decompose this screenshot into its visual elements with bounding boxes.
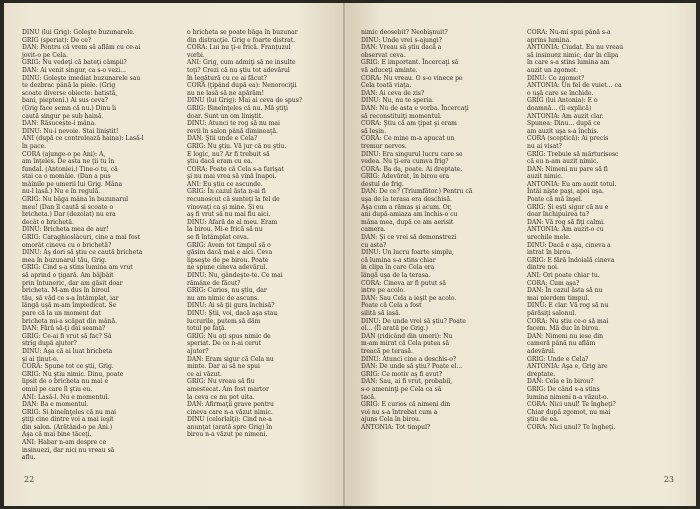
text-line: anunţat (arată spre Grig) în xyxy=(187,423,273,431)
text-line: DAN: În cazul ăsta să nu xyxy=(527,287,603,295)
text-line: destul de frig. xyxy=(361,180,404,188)
text-line: o uşă care se închide. xyxy=(527,89,594,97)
text-line: DAN: Nu de asta e vorba. Încercaţi xyxy=(361,104,469,112)
text-line: GRIG: Caraghioslâcuri, cine a mai fost xyxy=(22,234,141,242)
text-line: ajutor? xyxy=(187,347,209,355)
text-line: urechile mele. xyxy=(527,234,571,242)
text-line: amestecat. Am fost martor xyxy=(187,385,269,393)
text-line: Cela toată viaţa. xyxy=(361,82,412,90)
text-line: nu am nimic de ascuns. xyxy=(187,294,260,302)
text-line: decât o brichetă. xyxy=(22,218,74,226)
text-line: mâna mea, după ce am aerisit xyxy=(361,218,454,226)
left-page-column-2 xyxy=(187,29,337,449)
text-line: Aşa cum a rămas şi acum. Or, xyxy=(361,203,452,211)
text-line: fundal. (Antoniei.) Tine-o tu, că xyxy=(22,165,118,173)
text-line: facem. Mă duc în birou. xyxy=(527,325,601,333)
text-line: lângă uşa de la terasa. xyxy=(361,272,431,279)
text-line: DAN: Vreau să ştiu dacă a xyxy=(361,44,442,52)
text-line: bani, piepteni.) Ai sus ceva? xyxy=(22,97,108,105)
text-line: GRIG: Ce-ai fi vrut să fac? Să xyxy=(22,332,112,340)
text-line: lipseşte de pe birou. Poate xyxy=(187,256,269,264)
text-line: te dezbrac până la piele. (Grig xyxy=(22,82,116,90)
text-line: caută singur pe sub haină. xyxy=(22,112,104,120)
text-line: vinovaţi ca şi mine. Şi eu xyxy=(187,203,264,211)
left-page xyxy=(4,3,347,506)
text-line: ANI (după ce controlează haina): Lasă-l xyxy=(22,135,144,143)
text-line: aprins lumina. xyxy=(527,36,572,44)
text-line: CORA: Nu ştiu ce-o să mai xyxy=(527,317,609,325)
text-line: DINU: Goleşte imediat buzunarele sau xyxy=(22,74,141,82)
text-line: tău, să văd ce s-a întâmplat, iar xyxy=(22,294,119,302)
text-line: uşa de la terasa era deschisă. xyxy=(361,196,452,204)
text-line: CORA: Cineva ar fi putut să xyxy=(361,279,446,287)
text-line: camera. xyxy=(361,226,386,234)
text-line: DAN (ridicând din umeri): Nu xyxy=(361,332,453,340)
text-line: GRIG: Si bineînţeles că nu mai xyxy=(22,408,117,416)
text-line: GRIG: Nu vedeţi că bateţi câmpii? xyxy=(22,59,127,67)
text-line: doamnă... (îi explică) xyxy=(527,104,592,112)
text-line: DAN: Cela e în birou? xyxy=(527,378,594,386)
text-line: tacă. xyxy=(361,393,376,401)
text-line: doar. Sunt un om liniştit. xyxy=(187,112,263,120)
text-line: CORA: Nu-mi spui până s-a xyxy=(527,29,611,36)
text-line: lângă uşă m-am împiedicat. Se xyxy=(22,302,117,310)
text-line: voi nu s-a întrebat cum a xyxy=(361,408,438,416)
text-line: vedea. Nu ţi-era cumva frig? xyxy=(361,158,449,166)
text-line: DINU: Ce zgomot? xyxy=(527,74,585,82)
text-line: nimic deosebit? Neobişnuit? xyxy=(361,29,448,36)
text-line: DINU: Atunci te rog să nu mai xyxy=(187,120,280,128)
text-line: lipsit de o bricheta nu mai e xyxy=(22,378,109,386)
text-line: nu ne lasă să ne apărăm! xyxy=(187,89,265,97)
text-line: GRIG: Cind s-a stins lumina am vrut xyxy=(22,264,133,272)
text-line: DINU: De unde vrei să ştiu? Poate xyxy=(361,317,466,325)
text-line: DINU (lui Grig): Mai ai ceva de spus? xyxy=(187,97,303,105)
text-line: Spunea: Dinu... după ce xyxy=(527,120,601,128)
text-line: ANTONIA: Am auzit clar. xyxy=(527,112,604,120)
text-line: ani după-amiaza am închis-o cu xyxy=(361,211,458,219)
text-line: găsim dacă mai e aici. Ceva xyxy=(187,249,273,257)
text-line: o bricheta se poate băga în buzunar xyxy=(187,29,298,36)
text-line: strig după ajutor? xyxy=(22,340,77,348)
text-line: E logic, nu? Ar fi trebuit să xyxy=(187,150,270,158)
text-line: ANTONIA: Un fel de vuiet... ca xyxy=(527,82,622,90)
text-line: să reconstituiţi momentul. xyxy=(361,112,442,120)
text-line: vorbi. xyxy=(187,51,205,59)
text-line: GRIG: De când s-a stins xyxy=(527,385,600,393)
text-line: insinuezi, dar nici nu vreau să xyxy=(22,446,115,454)
right-page-number: 23 xyxy=(663,475,674,484)
text-line: m-am mirat că Cela putea să xyxy=(361,340,450,348)
text-line: ajuns Cela în birou. xyxy=(361,416,421,424)
text-line: bricheta mi-a scăpat din mână. xyxy=(22,317,118,325)
text-line: DAN: De ce? (Triumfător.) Pentru că xyxy=(361,188,473,196)
text-line: GRIG: În cazul ăsta n-ai fi xyxy=(187,188,266,196)
text-line: GRIG: Nu băga mâna în buzunarul xyxy=(22,196,129,204)
text-line: DAN: Afirmaţii grave pentru xyxy=(187,401,274,409)
text-line: ANI: Habar n-am despre ce xyxy=(22,439,107,447)
text-line: ce ai văzut. xyxy=(187,370,222,378)
text-line: DAN: Sau, ai fi vrut, probabil, xyxy=(361,378,453,386)
text-line: ştiu dacă eram cu ea. xyxy=(187,158,253,166)
text-line: GRIG: Bineînţeles că nu. Mă ştiţi xyxy=(187,104,288,112)
text-line: scoate diverse obiecte: batistă, xyxy=(22,89,118,97)
text-line: şi ai ţinut-o. xyxy=(22,355,59,363)
text-line: silită să iasă. xyxy=(361,309,401,317)
text-line: părăsiţi salonul. xyxy=(527,309,577,317)
right-page xyxy=(347,3,696,506)
text-line: şi nu mai vrea să vină înapoi. xyxy=(187,173,277,181)
text-line: CORA (ţipând după ea): Nenorociţii xyxy=(187,82,297,90)
text-line: să aprind o ţigară. Am bâjbâit xyxy=(22,272,114,279)
right-page-column-2 xyxy=(527,29,677,449)
text-line: DAN: Şi ce vrei să demonstrezi xyxy=(361,234,457,242)
text-line: birou n-a văzut pe nimeni. xyxy=(187,431,268,439)
text-line: se fi întâmplat ceva. xyxy=(187,234,249,242)
text-line: DAN: De unde să ştiu? Poate el... xyxy=(361,363,463,371)
text-line: el... (Îl arată pe Grig.) xyxy=(361,325,429,333)
text-line: ştiţi cine dintre voi a mai ieşit xyxy=(22,416,114,424)
text-line: Întâi nişte paşi, apoi uşa. xyxy=(527,188,604,196)
text-line: CORA: Nici unul! Te îngheţi? xyxy=(527,401,616,409)
right-page-column-1 xyxy=(361,29,511,449)
text-line: revii în salon până dimineaţă. xyxy=(187,127,278,135)
text-line: ANI: Lasă-l. Nu e momentul. xyxy=(22,393,110,401)
text-line: intrat în birou. xyxy=(527,249,573,257)
text-line: DINU: Nu, nu te speria. xyxy=(361,97,434,105)
text-line: că lumina s-a stins chiar xyxy=(361,256,436,264)
text-line: ANTONIA: Eu am auzit totul. xyxy=(527,180,617,188)
text-line: GRIG (speriat): De ce? xyxy=(22,36,92,44)
text-line: din distracţie. Grig e foarte distrat. xyxy=(187,36,296,44)
text-line: GRIG: Nu vreau să fiu xyxy=(187,378,255,386)
text-line: meu! (Dan îl caută și scoate o xyxy=(22,203,114,211)
text-line: ANTONIA: Aşa e, Grig are xyxy=(527,363,608,371)
text-line: ANI: Grig, cum admiţi să ne insulte xyxy=(187,59,296,67)
text-line: pare că la un moment dat xyxy=(22,309,101,317)
text-line: ANI: Ori poate chiar tu. xyxy=(527,272,600,279)
text-line: am auzit uşa s-a închis. xyxy=(527,127,599,135)
text-line: cu asta? xyxy=(361,241,387,249)
text-line: că eu n-am auzit nimic. xyxy=(527,158,599,166)
text-line: GRIG: Adevărat, în birou era xyxy=(361,173,450,181)
text-line: GRIG: Trebuie să mărturisesc xyxy=(527,150,619,158)
text-line: Chiar după zgomot, nu mai xyxy=(527,408,611,416)
text-line: DINU: Era singurul lucru care se xyxy=(361,150,463,158)
text-line: GRIG: Ce motiv aş fi avut? xyxy=(361,370,442,378)
text-line: rămâne de făcut? xyxy=(187,279,241,287)
left-page-number: 22 xyxy=(24,475,35,484)
text-line: toţi? Crezi că nu ştiu tot adevărul xyxy=(187,66,290,74)
text-line: nu-l lasă.) Nu e în regulă. xyxy=(22,188,101,196)
text-line: CORA: Poate că Cela s-a furişat xyxy=(187,165,284,173)
text-line: DINU: Atunci cine a deschis-o? xyxy=(361,355,457,363)
text-line: CORA: Ce mine m-a apucat un xyxy=(361,135,455,143)
text-line: observat ceva. xyxy=(361,51,406,59)
text-line: speriat. De ce n-ai cerut xyxy=(187,340,262,348)
text-line: DINU: Aşa că ai luat bricheta xyxy=(22,347,113,355)
text-line: CORA: Nici unul? Te îngheţi. xyxy=(527,423,616,431)
text-line: recunoscut că sunteţi la fel de xyxy=(187,196,280,204)
text-line: în care s-a stins lumina am xyxy=(527,59,610,67)
text-line: să leşin. xyxy=(361,127,386,135)
text-line: DAN: Ai venit singur, ca s-o vezi... xyxy=(22,66,126,74)
text-line: omul pe care îl ştiu eu. xyxy=(22,385,93,393)
text-line: DAN: Vă rog să fiţi calmi. xyxy=(527,218,605,226)
text-line: intre pe acolo. xyxy=(361,287,406,295)
text-line: CORA: Nu vreau. O s-o vinece pe xyxy=(361,74,463,82)
text-line: bricheta.) Dar (dezolat) nu era xyxy=(22,211,116,219)
text-line: mâinile pe umerii lui Grig. Mâna xyxy=(22,180,123,188)
text-line: GRIG: Unde e Cela? xyxy=(527,355,589,363)
text-line: doar închipuirea ta? xyxy=(527,211,589,219)
text-line: DAN: Ai ceva de zis? xyxy=(361,89,425,97)
text-line: prin întuneric, dar am găsit doar xyxy=(22,279,123,287)
text-line: DAN: Pentru că vrem să aflăm cu ce-ai xyxy=(22,44,141,52)
text-line: DAN: Ba e momentul. xyxy=(22,401,89,409)
text-line: DINU: Ştii, voi, dacă aşa stau xyxy=(187,309,278,317)
text-line: ANTONIA: Tot timpul? xyxy=(361,423,431,431)
text-line: Aşa că mai bine tăceţi. xyxy=(22,431,92,439)
text-line: dreptate. xyxy=(527,370,556,378)
text-line: DINU: Unde vrei s-ajungi? xyxy=(361,36,442,44)
text-line: mea în buzunarul tău, Grig. xyxy=(22,256,107,264)
text-line: vă aduceţi aminte. xyxy=(361,66,418,74)
text-line: GRIG (lui Antonia): E o xyxy=(527,97,598,105)
text-line: DINU: Dacă e aşa, cineva a xyxy=(527,241,611,249)
text-line: dintre noi. xyxy=(527,264,559,272)
text-line: bricheta. M-am dus în biroul xyxy=(22,287,110,295)
text-line: nu ai visat? xyxy=(527,142,562,150)
text-line: să insinuez nimic, dar în clipa xyxy=(527,51,619,59)
text-line: la birou. Mi-e frică să nu xyxy=(187,226,263,234)
text-line: (Grig face semn că nu.) Dinu îi xyxy=(22,104,117,112)
text-line: DAN: Eram sigur că Cela nu xyxy=(187,355,274,363)
text-line: în legătură cu ce ai făcut? xyxy=(187,74,267,82)
text-line: adevărul. xyxy=(527,347,556,355)
text-line: Poate că Cela a fost xyxy=(361,302,422,310)
text-line: CORA: Spune tot ce ştii, Grig. xyxy=(22,363,114,371)
book-gutter xyxy=(343,3,345,506)
text-line: GRIG: Nu ştiu. Vă jur că nu ştiu. xyxy=(187,142,287,150)
text-line: ANI: Eu ştiu ce ascunde. xyxy=(187,180,263,188)
text-line: minte. Dar ai să ne spui xyxy=(187,363,260,371)
text-line: DINU: Nu, gândeşte-te. Ce mai xyxy=(187,272,283,279)
text-line: DAN: Fără să-ţi dai seama? xyxy=(22,325,106,333)
text-line: ne spune cineva adevărul. xyxy=(187,264,268,272)
text-line: s-o ameninţi pe Cela ca să xyxy=(361,385,442,393)
text-line: jovit-o pe Cela. xyxy=(22,51,68,59)
text-line: DAN: Nimeni nu pare să fi xyxy=(527,165,608,173)
text-line: cineva care n-a văzut nimic. xyxy=(187,408,273,416)
text-line: DAN: Răsucește-i mâna. xyxy=(22,120,97,128)
text-line: CORA: Ba da, poate. Ai dreptate. xyxy=(361,165,463,173)
text-line: tremur nervos. xyxy=(361,142,407,150)
text-line: mai pierdem timpul. xyxy=(527,294,590,302)
text-line: GRIG: Nu aţi spus nimic de xyxy=(187,332,271,340)
text-line: CORA: Lui nu ţi-e frică. Franțuzul xyxy=(187,44,291,52)
text-line: DINU: Ai să ţii gura închisă? xyxy=(187,302,275,310)
text-line: cameră până nu aflăm xyxy=(527,340,596,348)
text-line: GRIG: Nu ştiu nimic. Dinu, poate xyxy=(22,370,124,378)
text-line: lucrurile, putem să dăm xyxy=(187,317,261,325)
text-line: CORA (sceptică): Ai precis xyxy=(527,135,609,143)
text-line: GRIG: Şi eşti sigur că nu e xyxy=(527,203,609,211)
text-line: DINU (lui Grig): Goleşte buzunarele. xyxy=(22,29,135,36)
text-line: ANTONIA: Am auzit-o cu xyxy=(527,226,604,234)
text-line: în clipa în care Cela era xyxy=(361,264,435,272)
text-line: GRIG: Avem tot timpul să o xyxy=(187,241,271,249)
text-line: totul pe faţă. xyxy=(187,325,227,333)
left-page-column-1 xyxy=(22,29,172,462)
text-line: lumina nimeni n-a văzut-o. xyxy=(527,393,609,401)
text-line: DAN: Sau Cela a ieşit pe acolo. xyxy=(361,294,457,302)
text-line: din salon. (Arătând-o pe Ani.) xyxy=(22,423,113,431)
text-line: DINU: E clar. Vă rog să nu xyxy=(527,302,609,310)
text-line: DINU: Aş dori să ştiu ce caută bricheta xyxy=(22,249,143,257)
text-line: CORA (ajunge-o pe Ani): A, xyxy=(22,150,106,158)
text-line: GRIG: Curios, nu ştiu, dar xyxy=(187,287,267,295)
text-line: în pace. xyxy=(22,142,47,150)
text-line: la ceva ce nu pot uita. xyxy=(187,393,255,401)
text-line: ştiu de ea. xyxy=(527,416,559,424)
text-line: DINU: Bricheta mea de aur! xyxy=(22,226,109,234)
text-line: treacă pe terasă. xyxy=(361,347,413,355)
text-line: DINU: Un lucru foarte simplu, xyxy=(361,249,454,257)
text-line: DINU: Nu-i nevoie. Stai liniştit! xyxy=(22,127,119,135)
text-line: auzit un zgomot. xyxy=(527,66,579,74)
text-line: DINU (celorlalţi): Cind ne-a xyxy=(187,416,272,424)
text-line: Poate că mă înşel. xyxy=(527,196,583,204)
text-line: GRIG: E important. Încercaţi să xyxy=(361,59,459,67)
text-line: aflu. xyxy=(22,454,36,462)
text-line: auzit nimic. xyxy=(527,173,563,181)
text-line: GRIG: E fără îndoială cineva xyxy=(527,256,615,264)
text-line: stai ca o momâie. (Dan a pus xyxy=(22,173,111,181)
text-line: CORA: Cum aşa? xyxy=(527,279,580,287)
text-line: omorât cineva cu o brichetă? xyxy=(22,241,112,249)
text-line: CORA: Ştiu că am ţipat şi eram xyxy=(361,120,457,128)
text-line: DAN: Nimeni nu iese din xyxy=(527,332,604,340)
book-spread xyxy=(4,3,696,506)
text-line: DAN: Ştii unde e Cela? xyxy=(187,135,258,143)
text-line: aş fi vrut să nu mai fiu aici. xyxy=(187,211,271,219)
text-line: am înţeles. De asta ne ţii tu în xyxy=(22,158,115,166)
text-line: GRIG: E curios că nimeni din xyxy=(361,401,451,409)
text-line: ANTONIA: Ciudat. Eu nu vreau xyxy=(527,44,624,52)
text-line: DINU: Afară de al meu. Eram xyxy=(187,218,278,226)
